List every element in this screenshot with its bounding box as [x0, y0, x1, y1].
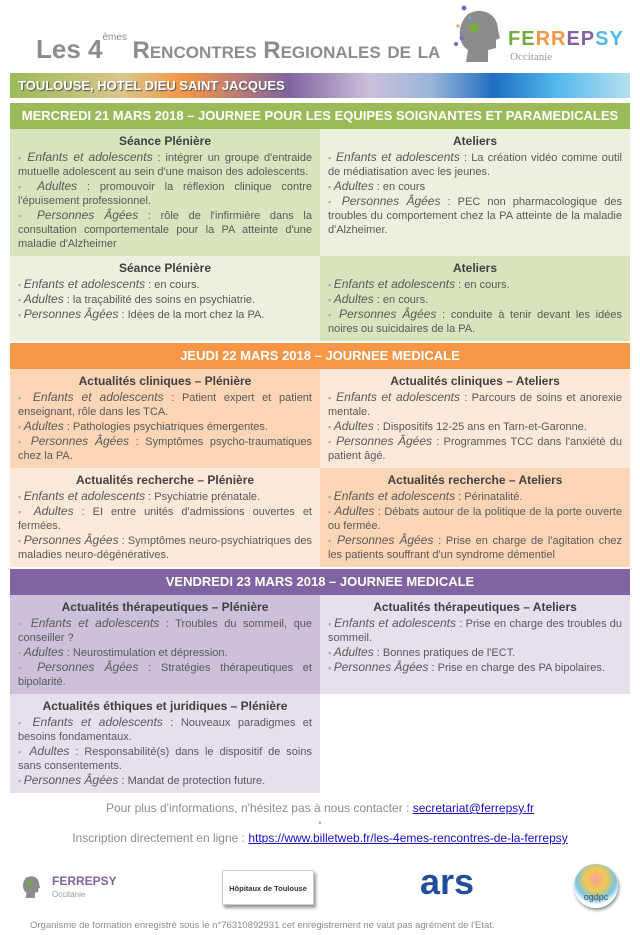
session-item [18, 277, 312, 292]
session-topic: : Dispositifs 12-25 ans en Tarn-et-Garonne. [373, 421, 587, 433]
session-item [328, 645, 622, 660]
bullet-icon: ▪ [328, 153, 337, 163]
session-title: Ateliers [452, 261, 498, 275]
audience-label: Adultes [29, 744, 70, 758]
bullet-icon: ▪ [18, 507, 34, 517]
bullet-icon: ▪ [18, 295, 24, 305]
audience-label: Adultes [333, 645, 374, 659]
day-header: MERCREDI 21 MARS 2018 – JOURNEE POUR LES EQUIPES SOIGNANTES ET PARAMEDICALES [10, 103, 630, 129]
audience-label: Adultes [23, 645, 64, 659]
session-topic: : Pathologies psychiatriques émergentes. [63, 421, 268, 433]
day-header: JEUDI 22 MARS 2018 – JOURNEE MEDICALE [10, 343, 630, 369]
session-topic: : Neurostimulation et dépression. [63, 647, 228, 659]
session-topic: : Troubles du sommeil, que conseiller ? [18, 618, 312, 644]
page-title [36, 34, 440, 65]
bullet-icon: ▪ [328, 507, 335, 517]
session-item [18, 533, 312, 562]
day-list [0, 103, 640, 793]
inscription-line [0, 831, 640, 846]
inscription-link[interactable]: https://www.billetweb.fr/les-4emes-rencontres-de-la-ferrepsy [248, 831, 568, 845]
page-header [0, 0, 640, 103]
title-rest: Rencontres Regionales de la [132, 37, 441, 64]
session-item [328, 434, 622, 463]
session-item [18, 390, 312, 419]
bullet-icon: ▪ [328, 536, 338, 546]
audience-label: Enfants et adolescents [23, 277, 146, 291]
audience-label: Personnes Âgées [339, 307, 437, 321]
day-section [10, 343, 630, 567]
session-topic: : rôle de l'infirmière dans la consultation comportementale pour la PA atteinte d'une maladie d'Alzheimer [18, 210, 312, 250]
audience-label: Personnes Âgées [341, 194, 441, 208]
session-topic: : PEC non pharmacologique des troubles du comportement chez la PA atteinte de la maladie d'Alzheimer. [328, 196, 622, 236]
title-prefix: Les 4 [36, 34, 103, 64]
ars-logo [420, 862, 474, 902]
session-item [328, 277, 622, 292]
inscription-text: Inscription directement en ligne : [72, 831, 249, 845]
contact-line [0, 801, 640, 816]
audience-label: Enfants et adolescents [30, 616, 160, 630]
session-cell [320, 369, 630, 468]
bullet-icon: ▪ [328, 182, 334, 192]
bullet-icon: ▪ [328, 280, 334, 290]
session-topic: : La création vidéo comme outil de médiatisation avec les jeunes. [328, 152, 622, 178]
ferrepsy-logo-text: FERREPSY [52, 874, 117, 888]
bullet-icon: ▪ [328, 437, 337, 447]
bullet-icon: ▪ [18, 393, 33, 403]
session-topic: : Patient expert et patient enseignant, rôle dans les TCA. [18, 392, 312, 418]
session-cell [10, 256, 320, 341]
audience-label: Enfants et adolescents [333, 277, 456, 291]
bullet-icon: ▪ [18, 422, 24, 432]
session-title: Actualités éthiques et juridiques – Plénière [42, 699, 288, 713]
bullet-icon: ▪ [328, 393, 337, 403]
session-topic: : Mandat de protection future. [118, 775, 266, 787]
session-title: Actualités cliniques – Plénière [78, 374, 252, 388]
session-topic: : Nouveaux paradigmes et besoins fondamentaux. [18, 717, 312, 743]
audience-label: Personnes Âgées [333, 660, 429, 674]
session-topic: : Parcours de soins et anorexie mentale. [328, 392, 622, 418]
program [0, 103, 640, 935]
session-topic: : Périnatalité. [455, 491, 523, 503]
session-item [328, 292, 622, 307]
day-header: VENDREDI 23 MARS 2018 – JOURNEE MEDICALE [10, 569, 630, 595]
session-item [18, 179, 312, 208]
session-item [18, 715, 312, 744]
session-item [328, 616, 622, 645]
session-title: Actualités recherche – Ateliers [387, 473, 563, 487]
bullet-icon: ▪ [18, 211, 37, 221]
session-item [18, 645, 312, 660]
session-topic: : Symptômes psycho-traumatiques chez la PA. [18, 436, 312, 462]
audience-label: Enfants et adolescents [334, 616, 456, 630]
session-topic: : Programmes TCC dans l'anxiété du patient âgé. [328, 436, 622, 462]
audience-label: Personnes Âgées [336, 434, 432, 448]
session-topic: : EI entre unités d'admissions ouvertes et fermées. [18, 506, 312, 532]
session-topic: : Bonnes pratiques de l'ECT. [373, 647, 516, 659]
bullet-icon: ▪ [18, 776, 24, 786]
bullet-icon: ▪ [18, 648, 24, 658]
session-topic: : Débats autour de la politique de la porte ouverte ou fermée. [328, 506, 622, 532]
audience-label: Personnes Âgées [337, 533, 434, 547]
email-link[interactable]: secretariat@ferrepsy.fr [412, 801, 535, 815]
bullet-icon: ▪ [328, 295, 334, 305]
session-item [328, 419, 622, 434]
hopitaux-logo: Hôpitaux de Toulouse [222, 870, 314, 905]
session-topic: : Idées de la mort chez la PA. [118, 309, 265, 321]
session-cell [10, 468, 320, 567]
bullet-icon: ▪ [18, 619, 31, 629]
audience-label: Enfants et adolescents [336, 150, 460, 164]
session-item [328, 179, 622, 194]
registration-note: Organisme de formation enregistré sous le n°76310892931 cet enregistrement ne vaut pas agrément de l'Etat. [30, 920, 495, 931]
session-cell [320, 129, 630, 256]
partner-logos [0, 862, 640, 914]
contact-text: Pour plus d'informations, n'hésitez pas à nous contacter : [105, 801, 413, 815]
bullet-icon: ▪ [18, 182, 38, 192]
session-item [18, 744, 312, 773]
audience-label: Adultes [333, 292, 374, 306]
audience-label: Enfants et adolescents [336, 390, 460, 404]
bullet-icon: ▪ [18, 437, 31, 447]
session-title: Actualités thérapeutiques – Ateliers [373, 600, 577, 614]
bullet-icon: ▪ [328, 197, 342, 207]
session-title: Actualités thérapeutiques – Plénière [61, 600, 269, 614]
location-banner: TOULOUSE, HOTEL DIEU SAINT JACQUES [10, 73, 630, 98]
session-title: Actualités recherche – Plénière [75, 473, 255, 487]
audience-label: Enfants et adolescents [32, 715, 163, 729]
brand-logo-text: FERREPSY [508, 28, 624, 50]
bullet: • [318, 818, 322, 828]
session-topic: : Prise en charge des troubles du sommeil. [328, 618, 623, 644]
brand-subtitle: Occitanie [510, 51, 553, 63]
bullet-icon: ▪ [18, 663, 38, 673]
audience-label: Adultes [23, 292, 64, 306]
ferrepsy-logo-sub: Occitanie [52, 890, 86, 899]
session-title: Séance Plénière [118, 134, 212, 148]
session-topic: : Responsabilité(s) dans le dispositif de soins sans consentements. [18, 746, 312, 772]
session-topic: : en cours. [455, 279, 510, 291]
head-logo-icon [448, 4, 500, 64]
day-section [10, 103, 630, 341]
session-item [328, 660, 622, 675]
ogdpc-logo: ogdpc [574, 864, 618, 908]
audience-label: Adultes [333, 179, 374, 193]
audience-label: Personnes Âgées [23, 533, 119, 547]
audience-label: Adultes [23, 419, 64, 433]
session-cell [320, 256, 630, 341]
session-cell [320, 595, 630, 694]
session-topic: : Psychiatrie prénatale. [145, 491, 261, 503]
session-topic: : Prise en charge des PA bipolaires. [428, 662, 605, 674]
ferrepsy-logo [18, 870, 118, 906]
bullet-icon: ▪ [328, 663, 334, 673]
bullet-icon: ▪ [18, 536, 24, 546]
session-item [18, 307, 312, 322]
session-item [18, 150, 312, 179]
session-topic: : conduite à tenir devant les idées noires ou suicidaires de la PA. [328, 309, 622, 335]
session-item [18, 616, 312, 645]
bullet-icon: ▪ [328, 648, 334, 658]
session-topic: : Stratégies thérapeutiques et bipolarité. [18, 662, 312, 688]
audience-label: Personnes Âgées [37, 660, 139, 674]
bullet-icon: ▪ [18, 280, 24, 290]
session-title: Actualités cliniques – Ateliers [390, 374, 560, 388]
session-cell [320, 468, 630, 567]
session-item [328, 504, 622, 533]
session-item [328, 390, 622, 419]
title-sup: èmes [102, 32, 127, 43]
bullet-icon: ▪ [18, 718, 33, 728]
session-title: Ateliers [452, 134, 498, 148]
bullet-icon: ▪ [328, 310, 340, 320]
session-item [18, 504, 312, 533]
audience-label: Adultes [334, 504, 375, 518]
audience-label: Personnes Âgées [23, 307, 119, 321]
session-topic: : en cours [373, 181, 426, 193]
bullet-icon: ▪ [18, 492, 24, 502]
session-item [328, 489, 622, 504]
session-topic: : Symptômes neuro-psychiatriques des maladies neuro-dégénératives. [18, 535, 312, 561]
session-topic: : en cours. [145, 279, 200, 291]
audience-label: Personnes Âgées [36, 208, 139, 222]
session-item [18, 292, 312, 307]
session-item [18, 208, 312, 251]
audience-label: Enfants et adolescents [23, 489, 146, 503]
audience-label: Enfants et adolescents [27, 150, 153, 164]
session-topic: : promouvoir la réflexion clinique contre l'épuisement professionnel. [18, 181, 312, 207]
bullet-icon: ▪ [18, 310, 24, 320]
session-title: Séance Plénière [118, 261, 212, 275]
audience-label: Personnes Âgées [30, 434, 130, 448]
audience-label: Enfants et adolescents [333, 489, 456, 503]
audience-label: Adultes [333, 419, 374, 433]
audience-label: Adultes [33, 504, 74, 518]
session-item [18, 434, 312, 463]
session-topic: : la traçabilité des soins en psychiatrie. [63, 294, 256, 306]
bullet-icon: ▪ [328, 619, 335, 629]
bullet-icon: ▪ [18, 747, 30, 757]
session-cell [10, 595, 320, 694]
session-cell [10, 369, 320, 468]
session-item [18, 419, 312, 434]
bullet-icon: ▪ [328, 422, 334, 432]
session-item [328, 533, 622, 562]
session-cell [10, 694, 320, 793]
bullet-icon: ▪ [18, 153, 28, 163]
audience-label: Personnes Âgées [23, 773, 119, 787]
session-cell [10, 129, 320, 256]
session-item [328, 150, 622, 179]
session-item [18, 773, 312, 788]
session-item [18, 489, 312, 504]
session-topic: : en cours. [373, 294, 429, 306]
session-topic: : Prise en charge de l'agitation chez les patients souffrant d'un syndrome démentiel [328, 535, 622, 561]
head-logo-icon [18, 870, 40, 902]
audience-label: Adultes [37, 179, 78, 193]
bullet-icon: ▪ [328, 492, 334, 502]
session-item [328, 194, 622, 237]
day-section [10, 569, 630, 793]
session-topic: : intégrer un groupe d'entraide mutuelle adolescent au sein d'une maison des adolescents. [18, 152, 312, 178]
audience-label: Enfants et adolescents [32, 390, 164, 404]
ars-logo-text: ars [420, 861, 475, 902]
session-item [328, 307, 622, 336]
session-item [18, 660, 312, 689]
